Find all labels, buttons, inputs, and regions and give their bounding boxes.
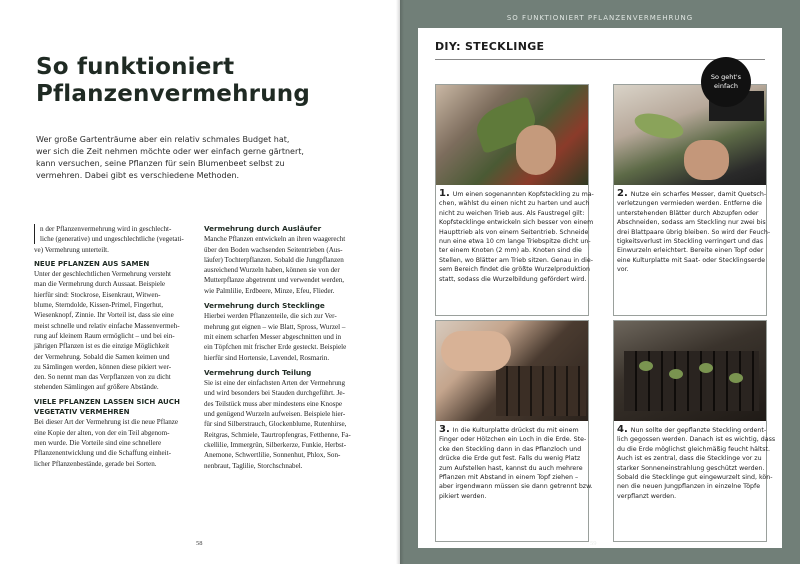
body-line: n der Pflanzenvermehrung wird in geschlecht- [40, 225, 172, 233]
step-number: 4. [617, 424, 628, 435]
body-line: Manche Pflanzen entwickeln an ihren waagerecht [204, 235, 346, 244]
body-line: licher Pflanzenbestände, gerade bei Sorten. [34, 459, 157, 468]
body-line: des Teilstück muss aber mindestens eine Knospe [204, 399, 343, 408]
how-to-badge [701, 57, 751, 107]
step-box-1 [435, 84, 594, 316]
step-line: Um einen sogenannten Kopfsteckling zu ma- [452, 191, 594, 198]
body-line: Anemone, Schwertlilie, Sonnenhut, Phlox, Son- [204, 451, 341, 460]
step-text-2 [617, 188, 771, 275]
step-line: zum Aufstellen hast, kannst du auch mehrere [439, 464, 583, 472]
step-line: Finger oder Hölzchen ein Loch in die Erde. Ste- [439, 436, 587, 444]
badge-line: So geht's [710, 73, 742, 81]
step-line: starker Sonneneinstrahlung geschützt werden. [617, 464, 765, 472]
intro-paragraph [36, 134, 366, 182]
diy-title: DIY: STECKLINGE [435, 40, 545, 53]
running-head: SO FUNKTIONIERT PFLANZENVERMEHRUNG [506, 14, 694, 22]
body-line: und wird besonders bei Stauden durchgeführt. Je- [204, 389, 345, 398]
intro-line: kann versuchen, seine Pflanzen für sein Blumenbeet selbst zu [36, 159, 285, 168]
body-line: den. So nennt man das Verpflanzen von zu dicht [34, 373, 171, 382]
body-line: man die Vermehrung durch Aussaat. Beispiele [34, 280, 166, 289]
step-line: Sobald die Stecklinge gut eingewurzelt sind, kön- [617, 474, 773, 482]
body-line: und genügend Wurzeln aufweisen. Beispiele hier- [204, 410, 346, 419]
step-line: Auch ist es zentral, dass die Stecklinge vor zu [617, 455, 762, 463]
title-line: So funktioniert [36, 54, 235, 80]
step-line: drei Blattpaare übrig bleiben. So wird der Feuch- [617, 228, 771, 236]
step-line: Stellen, wo Blätter am Trieb sitzen. Genau in die- [439, 256, 594, 264]
step-line: Nun sollte der gepflanzte Steckling ordent- [630, 427, 767, 434]
body-line: Hierbei werden Pflanzenteile, die sich zur Ver- [204, 312, 337, 321]
book-gutter [396, 0, 404, 564]
step-line: vor. [617, 266, 629, 274]
step-number: 2. [617, 188, 628, 199]
step-text-4 [617, 424, 776, 501]
step-line: chen, wählst du einen nicht zu harten und auch [439, 200, 590, 208]
step-line: pikiert werden. [439, 492, 487, 500]
body-line: eine Kopie der alten, von der ein Teil abgenom- [34, 428, 170, 437]
body-line: Sie ist eine der einfachsten Arten der Vermehrung [204, 379, 346, 388]
subsection-heading: Vermehrung durch Ausläufer [204, 224, 322, 233]
step-line: du die Erde möglichst gleichmäßig feucht hältst. [617, 445, 770, 453]
planting-soil-photo [436, 321, 588, 421]
cutting-leaf-photo [436, 85, 588, 185]
step-line: verpflanzt werden. [617, 492, 677, 500]
step-line: unterstehenden Blätter durch Abzupfen oder [617, 209, 759, 217]
body-line: liche (generative) und ungeschlechtliche (vegetati- [40, 235, 184, 244]
body-line: ckellilie, Immergrün, Silberkerze, Funkie, Herbst- [204, 440, 347, 449]
step-text-1 [439, 188, 594, 284]
body-line: jährigen Pflanzen ist es die einzige Möglichkeit [34, 342, 170, 351]
body-line: wie Palmlilie, Erdbeere, Minze, Efeu, Flieder. [204, 286, 335, 295]
step-line: Nutze ein scharfes Messer, damit Quetsch- [630, 191, 767, 198]
body-line: Bei dieser Art der Vermehrung ist die neue Pflanze [34, 418, 179, 427]
body-line: läufer) Tochterpflanzen. Sobald die Jungpflanzen [204, 255, 344, 264]
page-number [590, 540, 597, 547]
step-line: sem Bereich findet die größte Wurzelproduktion [439, 266, 591, 274]
step-line: cke den Steckling dann in das Pflanzloch und [439, 445, 582, 453]
text-column-right [204, 224, 372, 471]
intro-line: vermehren. Dabei gibt es verschiedene Methoden. [36, 171, 240, 180]
intro-line: Wer große Gartenträume aber ein relativ schmales Budget hat, [36, 135, 290, 144]
intro-line: wer sich die Zeit nehmen möchte oder wer einfach gerne gärtnert, [36, 147, 304, 156]
dropcap-mark [34, 224, 38, 244]
body-line: mit einem scharfen Messer abgeschnitten und in [204, 332, 342, 341]
step-box-2 [613, 84, 771, 316]
subsection-heading: Vermehrung durch Teilung [204, 367, 312, 377]
step-line: ter einem Knoten (2 mm) ab. Knoten sind die [439, 247, 582, 255]
body-line: mehrung gut eignen – wie Blatt, Spross, Wurzel – [204, 322, 346, 331]
body-line: hierfür sind: Stockrose, Eisenkraut, Witwen- [34, 290, 161, 299]
badge-line: einfach [714, 82, 738, 90]
body-line: Reitgras, Schmiele, Taurtropfengras, Fetthenne, Fa- [204, 430, 351, 439]
body-line: Wiesenknopf, Zinnie. Ihr Vorteil ist, dass sie eine [34, 311, 174, 320]
body-line: über den Boden wachsenden Seitentrieben (Aus- [204, 245, 343, 254]
section-heading: VEGETATIV VERMEHREN [34, 407, 130, 417]
body-line: men wurde. Die Vorteile sind eine schnellere [34, 438, 162, 447]
body-line: rung auf kleinem Raum ermöglicht – und bei ein- [34, 331, 175, 340]
step-line: lich gegossen werden. Danach ist es wichtig, dass [617, 436, 776, 444]
step-line: Einwurzeln erleichtert. Bereite einen Topf oder [617, 247, 764, 255]
diy-card [418, 28, 782, 548]
step-line: eine Kulturplatte mit Saat- oder Stecklingserde [617, 256, 766, 264]
body-line: ve) Vermehrung unterteilt. [34, 245, 109, 254]
body-line: zu Sämlingen werden, können diese pikiert wer- [34, 362, 172, 371]
step-line: nen die neuen Jungpflanzen in einzelne Töpfe [617, 483, 761, 491]
body-line: nenbraut, Taglilie, Storchschnabel. [204, 461, 303, 470]
step-line: drücke die Erde gut fest. Falls du wenig Platz [439, 455, 581, 463]
page-number: 58 [196, 540, 203, 547]
step-line: Abschneiden, sodass am Steckling nur zwei bis [617, 219, 766, 227]
step-line: nun eine etwa 10 cm lange Triebspitze dicht un- [439, 238, 591, 246]
body-line: hierfür sind Hortensie, Lavendel, Rosmarin. [204, 353, 330, 362]
step-line: Haupttrieb als von einem Seitentrieb. Schneide [439, 228, 589, 236]
step-line: tigkeitsverlust im Steckling verringert und das [617, 238, 763, 246]
body-line: ein Töpfchen mit frischer Erde gesteckt. Beispiele [204, 343, 347, 352]
step-line: Pflanzen mit Abstand in einem Topf ziehen – [439, 474, 579, 482]
body-line: ausreichend Wurzeln haben, können sie von der [204, 266, 340, 275]
step-line: nicht zu weichen Trieb aus. Als Faustregel gilt: [439, 209, 585, 217]
section-heading: NEUE PFLANZEN AUS SAMEN [34, 258, 150, 268]
step-line: statt, sodass die Wurzelbildung gefördert wird. [439, 275, 587, 283]
body-line: Mutterpflanze abgetrennt und verwendet werden, [204, 276, 345, 285]
page-number-text: 59 [590, 540, 597, 547]
step-box-3 [435, 320, 593, 542]
body-line: Pflanzenentwicklung und die Schaffung einheit- [34, 449, 171, 458]
step-number: 3. [439, 424, 450, 435]
body-line: Unter der geschlechtlichen Vermehrung versteht [34, 270, 171, 279]
right-page [400, 0, 800, 564]
body-line: stehenden Sämlingen auf größere Abstände. [34, 383, 159, 392]
body-line: blume, Sterndolde, Kissen-Primel, Fingerhut, [34, 301, 164, 310]
step-box-4 [613, 320, 776, 542]
title-line: Pflanzenvermehrung [36, 81, 311, 107]
subsection-heading: Vermehrung durch Stecklinge [204, 301, 325, 311]
step-line: Kopfstecklinge entwickeln sich besser von einem [439, 219, 594, 227]
body-line: für sind Silberstrauch, Glockenblume, Rutenhirse, [204, 420, 347, 429]
section-heading: VIELE PFLANZEN LASSEN SICH AUCH [34, 396, 180, 406]
body-line: der Vermehrung. Sobald die Samen keimen und [34, 352, 170, 361]
step-number: 1. [439, 188, 450, 199]
step-line: In die Kulturplatte drückst du mit einem [452, 427, 579, 434]
text-column-left [34, 224, 202, 469]
body-line: meist schnelle und relativ einfache Massenvermeh- [34, 321, 180, 330]
step-line: verletzungen vermieden werden. Entferne die [617, 200, 762, 208]
page-title [36, 54, 310, 108]
step-line: aber irgendwann müssen sie dann getrennt bzw. [439, 483, 593, 491]
watering-tray-photo [614, 321, 766, 421]
step-text-3 [439, 424, 593, 501]
